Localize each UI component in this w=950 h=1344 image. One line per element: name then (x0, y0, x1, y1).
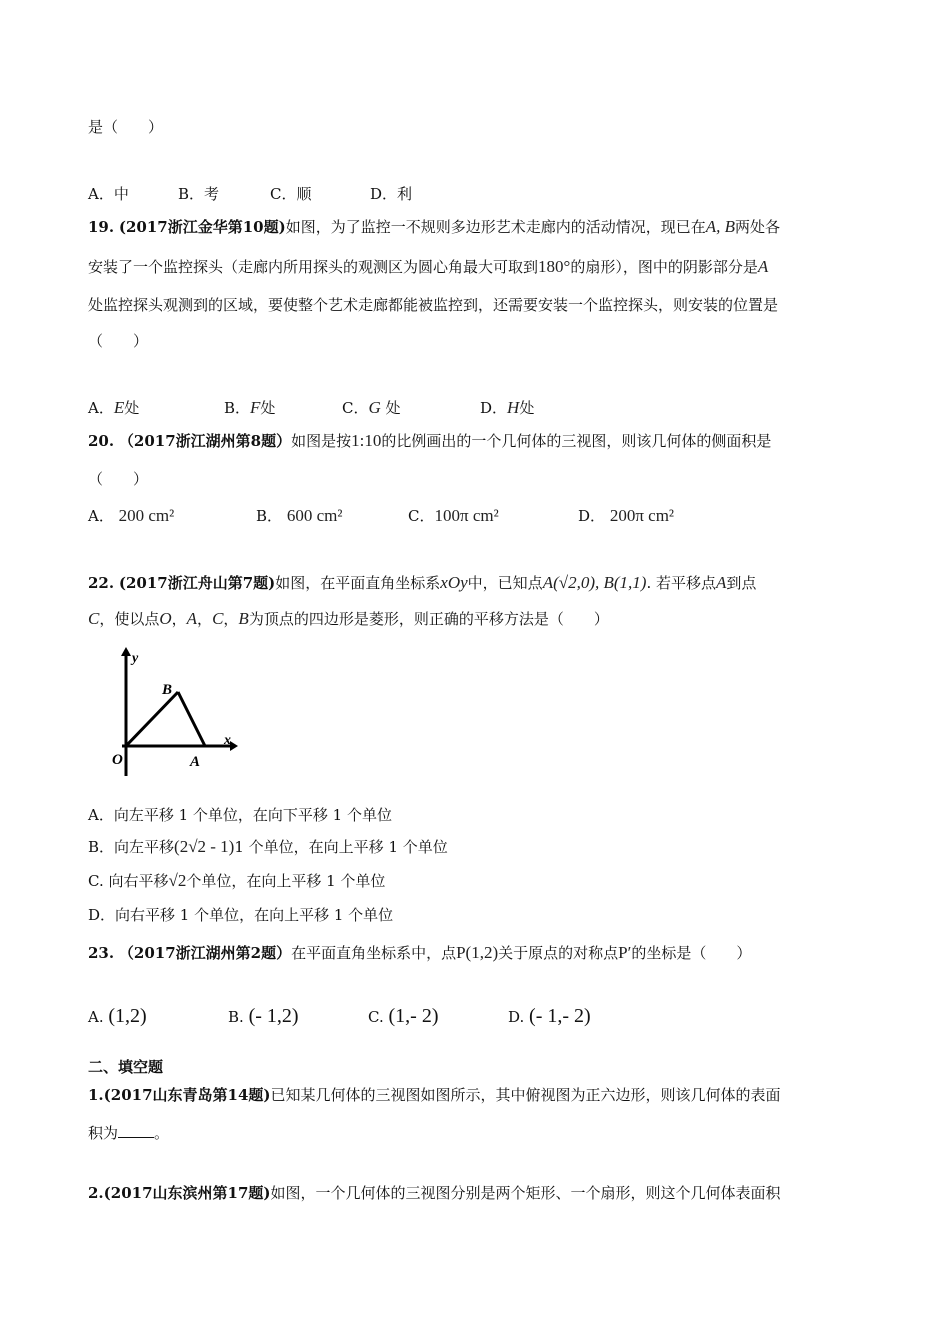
q20-option-label: A． (88, 507, 114, 525)
q22-text: ，使以点 (99, 610, 160, 628)
q22-option-label: B．向左平移 (88, 838, 175, 856)
q23-math-p-prime: P′ (618, 943, 632, 962)
fill-q2-line-1 (88, 1182, 862, 1204)
q22-option-math: (2√2 - 1) (174, 837, 235, 856)
q19-option-a (88, 396, 139, 420)
q19-text: 安装了一个监控探头（走廊内所用探头的观测区为圆心角最大可取到 (88, 258, 539, 276)
q23-option-label: B. (228, 1008, 244, 1026)
q22-option-a: A．向左平移 1 个单位，在向下平移 1 个单位 (88, 806, 392, 824)
q19-option-tail: 处 (260, 399, 276, 417)
q18-tail: 是（ ） (88, 118, 164, 136)
q22-option-text: 个单位，在向上平移 1 个单位 (186, 872, 386, 890)
q22-math-b: B (238, 609, 249, 628)
q22-text: 如图，在平面直角坐标系 (275, 574, 441, 592)
q19-text: 两处各 (735, 218, 781, 236)
q20-line-1 (88, 430, 862, 452)
q23-option-value: (- 1,2) (248, 1005, 299, 1027)
q19-math-ab: A, B (705, 217, 736, 236)
q23-option-label: D. (508, 1008, 525, 1026)
q18-option-a: A．中 (88, 185, 129, 203)
q20-option-value: 600 cm² (286, 506, 343, 525)
q20-option-value: 200 cm² (118, 506, 175, 525)
q22-option-text: 1 个单位，在向上平移 1 个单位 (234, 838, 448, 856)
fill-q1-source: (2017山东青岛第14题) (103, 1086, 271, 1104)
origin-label: O (112, 752, 123, 768)
q20-text: 如图是按 (291, 432, 352, 450)
fill-q1-line-1 (88, 1084, 862, 1106)
q19-math-180: 180° (538, 257, 571, 276)
q20-line-2: （ ） (88, 470, 149, 488)
y-label: y (132, 651, 139, 666)
q20-math-ratio: 1:10 (351, 431, 382, 450)
q23-line (88, 942, 862, 964)
q20-option-c (408, 504, 499, 528)
q19-number: 19. (88, 218, 115, 236)
q19-option-math: G (368, 398, 381, 417)
q22-text: 为顶点的四边形是菱形，则正确的平移方法是（ ） (248, 610, 609, 628)
q22-math-a: A (186, 609, 198, 628)
q19-option-b (224, 396, 275, 420)
q18-option-d: D．利 (370, 185, 413, 203)
q19-option-label: C． (342, 399, 369, 417)
x-label: x (224, 733, 231, 748)
fill-q2-number: 2. (88, 1184, 104, 1202)
q19-option-label: B． (224, 399, 251, 417)
q23-option-b (228, 1004, 299, 1029)
q22-option-label: C. 向右平移 (88, 872, 169, 890)
q20-option-b (256, 504, 342, 528)
q19-option-math: F (250, 398, 261, 417)
fill-q2-text: 如图，一个几何体的三视图分别是两个矩形、一个扇形，则这个几何体表面积 (270, 1184, 781, 1202)
q22-number: 22. (88, 574, 115, 592)
q23-text: 的坐标是（ ） (631, 944, 752, 962)
q22-option-c (88, 870, 862, 892)
point-b-label: B (162, 682, 173, 698)
q20-source: （2017浙江湖州第8题） (118, 432, 292, 450)
q19-source: (2017浙江金华第10题) (118, 218, 286, 236)
q22-option-math: √2 (168, 871, 187, 890)
fill-q1-text: 积为 (88, 1124, 119, 1142)
q19-option-tail: 处 (385, 399, 401, 417)
q19-line-2 (88, 256, 862, 278)
q22-option-d: D．向右平移 1 个单位，在向上平移 1 个单位 (88, 906, 394, 924)
fill-q2-source: (2017山东滨州第17题) (103, 1184, 271, 1202)
q22-math-c: C (88, 609, 100, 628)
y-axis-arrow (121, 647, 131, 656)
q19-math-a: A (757, 257, 769, 276)
segment-ob (126, 692, 178, 746)
q23-option-c (368, 1004, 438, 1029)
q19-option-tail: 处 (519, 399, 535, 417)
q22-comma: ， (197, 610, 213, 628)
q22-coordinate-figure (112, 646, 242, 781)
fill-q1-text: 。 (154, 1124, 170, 1142)
q20-option-label: B． (256, 507, 283, 525)
q19-option-label: A． (88, 399, 114, 417)
q23-option-a (88, 1004, 147, 1029)
answer-blank[interactable] (118, 1123, 154, 1138)
q22-text: 到点 (726, 574, 757, 592)
point-a-label: A (190, 754, 201, 770)
fill-q1-line-2 (88, 1122, 862, 1144)
q19-text: 如图，为了监控一不规则多边形艺术走廊内的活动情况，现已在 (285, 218, 706, 236)
q23-option-value: (- 1,- 2) (529, 1005, 591, 1027)
q19-option-label: D． (480, 399, 508, 417)
q19-line-4: （ ） (88, 332, 149, 350)
q22-math-c: C (212, 609, 224, 628)
q19-option-math: H (507, 398, 520, 417)
q23-option-value: (1,- 2) (388, 1005, 439, 1027)
q22-line-1 (88, 572, 862, 594)
q23-option-value: (1,2) (108, 1005, 147, 1027)
q20-option-a (88, 504, 174, 528)
q19-option-tail: 处 (124, 399, 140, 417)
q23-option-d (508, 1004, 591, 1029)
q19-line-3: 处监控探头观测到的区域，要使整个艺术走廊都能被监控到，还需要安装一个监控探头，则安装的位置是 (88, 296, 779, 314)
q19-option-d (480, 396, 534, 420)
q22-comma: ， (171, 610, 187, 628)
q20-option-value: 100π cm² (434, 506, 499, 525)
q23-text: 关于原点的对称点 (498, 944, 619, 962)
q22-math-a: A (715, 573, 727, 592)
q19-option-math: E (113, 398, 125, 417)
q19-line-1 (88, 216, 862, 238)
fill-q1-text: 已知某几何体的三视图如图所示，其中俯视图为正六边形，则该几何体的表面 (270, 1086, 781, 1104)
q22-source: (2017浙江舟山第7题) (118, 574, 276, 592)
q19-text: 的扇形），图中的阴影部分是 (570, 258, 758, 276)
q23-math-p: P(1,2) (456, 943, 499, 962)
q22-text: 中，已知点 (467, 574, 543, 592)
q23-option-label: A. (88, 1008, 104, 1026)
q19-option-c (342, 396, 401, 420)
q22-math-o: O (159, 609, 172, 628)
segment-ba (178, 692, 205, 746)
section-heading: 二、填空题 (88, 1058, 164, 1076)
q18-option-b: B．考 (178, 185, 220, 203)
fill-q1-number: 1. (88, 1086, 104, 1104)
q23-options (88, 1004, 648, 1034)
q22-text: . 若平移点 (646, 574, 716, 592)
q23-text: 在平面直角坐标系中，点 (291, 944, 457, 962)
q20-text: 的比例画出的一个几何体的三视图，则该几何体的侧面积是 (381, 432, 772, 450)
q18-option-c: C．顺 (270, 185, 312, 203)
q20-option-value: 200π cm² (609, 506, 675, 525)
q20-number: 20. (88, 432, 115, 450)
q22-option-b (88, 836, 862, 858)
q23-source: （2017浙江湖州第2题） (118, 944, 292, 962)
x-axis-arrow (230, 741, 238, 751)
q22-line-2 (88, 608, 862, 630)
q22-comma: ， (223, 610, 239, 628)
q20-option-d (578, 504, 674, 528)
q22-math-xoy: xOy (440, 573, 468, 592)
q23-option-label: C. (368, 1008, 384, 1026)
q20-option-label: C． (408, 507, 435, 525)
q20-option-label: D． (578, 507, 606, 525)
q23-number: 23. (88, 944, 115, 962)
q22-math-points: A(√2,0), B(1,1) (542, 573, 647, 592)
